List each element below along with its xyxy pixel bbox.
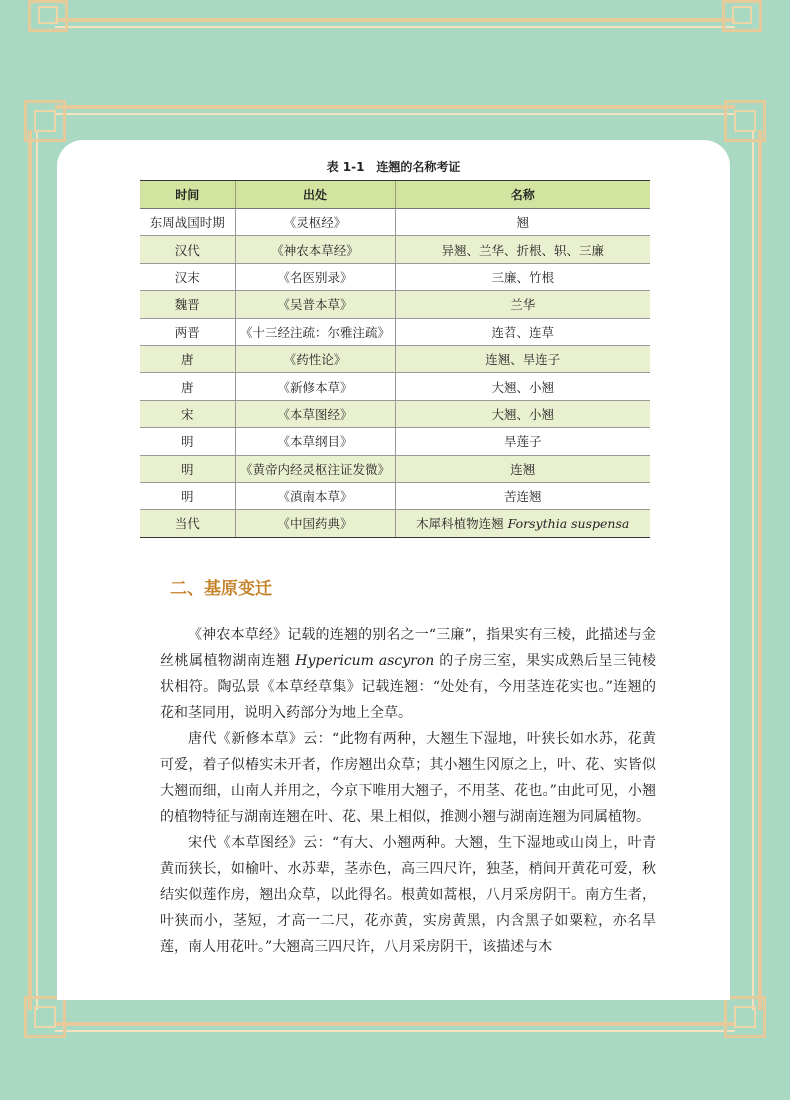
paragraph: 宋代《本草图经》云：“有大、小翘两种。大翘，生下湿地或山岗上，叶青黄而狭长，如榆叶、水苏辈，茎赤色，高三四尺许，独茎，梢间开黄花可爱，秋结实似莲作房，翘出众草，以此得名。根黄如蒿根，八月采房阴干。南方生者，叶狭而小，茎短，才高一二尺，花亦黄，实房黄黑，内含黑子如粟粒，亦名旱莲，南人用花叶。”大翘高三四尺许，八月采房阴干，该描述与木 bbox=[160, 835, 656, 955]
cell-source: 《名医别录》 bbox=[235, 263, 395, 290]
cell-name: 连翘 bbox=[395, 455, 650, 482]
header-source: 出处 bbox=[235, 181, 395, 209]
table-header-row bbox=[140, 181, 650, 209]
table-row bbox=[140, 482, 650, 509]
cell-period: 明 bbox=[140, 482, 235, 509]
cell-name: 连翘、旱连子 bbox=[395, 345, 650, 372]
table-row bbox=[140, 400, 650, 427]
latin-name: Forsythia suspensa bbox=[507, 516, 630, 532]
table-row bbox=[140, 345, 650, 372]
cell-source: 《新修本草》 bbox=[235, 373, 395, 400]
latin-name: Hypericum ascyron bbox=[295, 653, 435, 669]
cell-name: 三廉、竹根 bbox=[395, 263, 650, 290]
cell-period: 宋 bbox=[140, 400, 235, 427]
table-row bbox=[140, 236, 650, 263]
cell-period: 明 bbox=[140, 455, 235, 482]
cell-name: 大翘、小翘 bbox=[395, 400, 650, 427]
cell-source: 《十三经注疏：尔雅注疏》 bbox=[235, 318, 395, 345]
cell-period: 魏晋 bbox=[140, 291, 235, 318]
cell-source: 《灵枢经》 bbox=[235, 209, 395, 236]
cell-period: 唐 bbox=[140, 345, 235, 372]
cell-name: 苦连翘 bbox=[395, 482, 650, 509]
cell-name: 兰华 bbox=[395, 291, 650, 318]
cell-period: 汉代 bbox=[140, 236, 235, 263]
paragraph: 唐代《新修本草》云：“此物有两种，大翘生下湿地，叶狭长如水苏，花黄可爱，着子似椿实未开者，作房翘出众草；其小翘生冈原之上，叶、花、实皆似大翘而细，山南人并用之，今京下唯用大翘子，不用茎、花也。”由此可见，小翘的植物特征与湖南连翘在叶、花、果上相似，推测小翘与湖南连翘为同属植物。 bbox=[160, 731, 656, 825]
table-row bbox=[140, 291, 650, 318]
table-row bbox=[140, 318, 650, 345]
cell-name bbox=[395, 510, 650, 537]
paragraph-text: 的子房三室，果实成熟后呈三钝棱状相符。陶弘景《本草经草集》记载连翘：“处处有，今用茎连花实也。”连翘的花和茎同用，说明入药部分为地上全草。 bbox=[160, 653, 657, 721]
cell-name: 异翘、兰华、折根、轵、三廉 bbox=[395, 236, 650, 263]
cell-period: 唐 bbox=[140, 373, 235, 400]
cell-name: 连苕、连草 bbox=[395, 318, 650, 345]
cell-source: 《本草图经》 bbox=[235, 400, 395, 427]
paragraph bbox=[160, 622, 656, 726]
cell-period: 当代 bbox=[140, 510, 235, 537]
cell-source: 《滇南本草》 bbox=[235, 482, 395, 509]
cell-period: 东周战国时期 bbox=[140, 209, 235, 236]
table-row bbox=[140, 373, 650, 400]
cell-source: 《吴普本草》 bbox=[235, 291, 395, 318]
paragraph-text: 《神农本草经》记载的连翘的别名之一“三廉”，指果实有三棱，此描述与金丝桃属植物湖南连翘 bbox=[160, 627, 656, 669]
header-period: 时间 bbox=[140, 181, 235, 209]
cell-source: 《中国药典》 bbox=[235, 510, 395, 537]
cell-source: 《黄帝内经灵枢注证发微》 bbox=[235, 455, 395, 482]
table-row bbox=[140, 263, 650, 290]
cell-name: 旱莲子 bbox=[395, 428, 650, 455]
content-page bbox=[57, 140, 730, 1000]
cell-period: 明 bbox=[140, 428, 235, 455]
table-row bbox=[140, 209, 650, 236]
table-title: 表 1-1 连翘的名称考证 bbox=[326, 160, 461, 174]
cell-source: 《神农本草经》 bbox=[235, 236, 395, 263]
names-table bbox=[140, 180, 650, 538]
cell-name-text: 木犀科植物连翘 bbox=[416, 516, 508, 532]
table-row bbox=[140, 455, 650, 482]
cell-name: 翘 bbox=[395, 209, 650, 236]
cell-source: 《药性论》 bbox=[235, 345, 395, 372]
header-name: 名称 bbox=[395, 181, 650, 209]
table-row bbox=[140, 510, 650, 537]
cell-source: 《本草纲目》 bbox=[235, 428, 395, 455]
cell-period: 两晋 bbox=[140, 318, 235, 345]
body-text bbox=[160, 622, 656, 960]
section-heading: 二、基原变迁 bbox=[170, 579, 272, 599]
table-row bbox=[140, 428, 650, 455]
cell-name: 大翘、小翘 bbox=[395, 373, 650, 400]
cell-period: 汉末 bbox=[140, 263, 235, 290]
